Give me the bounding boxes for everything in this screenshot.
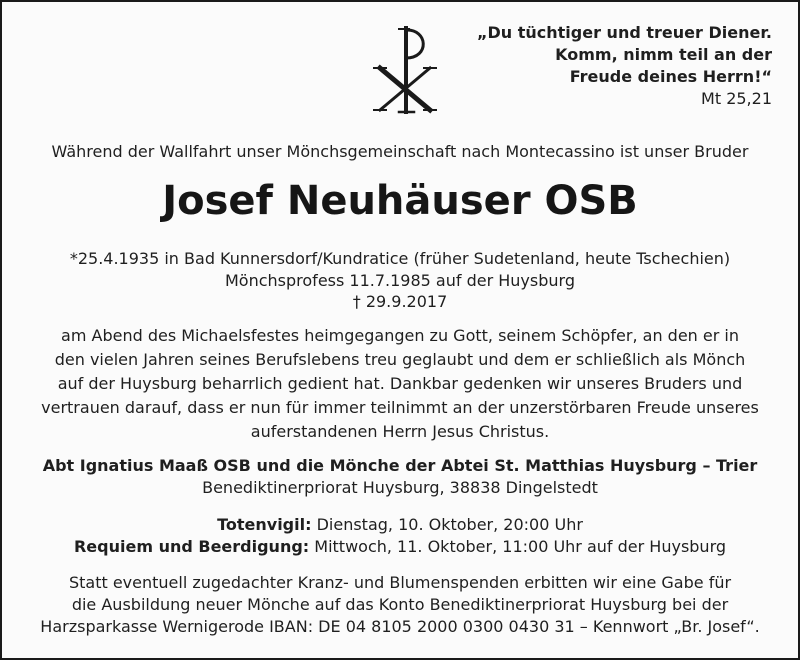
- body-paragraph: [2, 324, 798, 444]
- quote-line: Komm, nimm teil an der: [555, 45, 772, 64]
- deceased-name: Josef Neuhäuser OSB: [162, 178, 638, 224]
- vigil-value: Dienstag, 10. Oktober, 20:00 Uhr: [311, 515, 583, 534]
- vigil-row: [2, 514, 798, 536]
- body-line: vertrauen darauf, dass er nun für immer teilnimmt an der unzerstörbaren Freude unseres: [41, 398, 759, 417]
- vita-block: [2, 248, 798, 313]
- signature-title: Abt Ignatius Maaß OSB und die Mönche der Abtei St. Matthias Huysburg – Trier: [42, 456, 758, 475]
- donation-line: die Ausbildung neuer Mönche auf das Konto Benediktinerpriorat Huysburg bei der: [71, 595, 729, 614]
- quote-line: Freude deines Herrn!“: [569, 67, 772, 86]
- signature-block: [2, 455, 798, 499]
- body-line: am Abend des Michaelsfestes heimgegangen zu Gott, seinem Schöpfer, an den er in: [61, 326, 739, 345]
- profession-line: Mönchsprofess 11.7.1985 auf der Huysburg: [225, 270, 575, 290]
- body-line: den vielen Jahren seines Berufslebens treu geglaubt und dem er schließlich als Mönch: [54, 350, 746, 369]
- requiem-label: Requiem und Beerdigung:: [73, 537, 310, 556]
- vigil-label: Totenvigil:: [217, 515, 312, 534]
- signature-address: Benediktinerpriorat Huysburg, 38838 Dingelstedt: [202, 478, 598, 497]
- body-line: auferstandenen Herrn Jesus Christus.: [250, 422, 550, 441]
- donation-line: Harzsparkasse Wernigerode IBAN: DE 04 8105 2000 0300 0430 31 – Kennwort „Br. Josef“.: [40, 617, 760, 636]
- requiem-value: Mittwoch, 11. Oktober, 11:00 Uhr auf der Huysburg: [309, 537, 727, 556]
- chi-rho-icon: [368, 24, 440, 116]
- donation-line: Statt eventuell zugedachter Kranz- und Blumenspenden erbitten wir eine Gabe für: [68, 573, 732, 592]
- intro-text: Während der Wallfahrt unser Mönchsgemeinschaft nach Montecassino ist unser Bruder: [51, 142, 749, 161]
- birth-line: *25.4.1935 in Bad Kunnersdorf/Kundratice (früher Sudetenland, heute Tschechien): [69, 249, 731, 268]
- body-line: auf der Huysburg beharrlich gedient hat. Dankbar gedenken wir unseres Bruders und: [57, 374, 743, 393]
- quote-reference: Mt 25,21: [701, 89, 772, 108]
- donation-note: [2, 572, 798, 638]
- service-dates: [2, 514, 798, 558]
- requiem-row: [2, 536, 798, 558]
- death-line: † 29.9.2017: [352, 292, 448, 311]
- scripture-quote: [442, 22, 772, 110]
- quote-line: „Du tüchtiger und treuer Diener.: [476, 23, 772, 42]
